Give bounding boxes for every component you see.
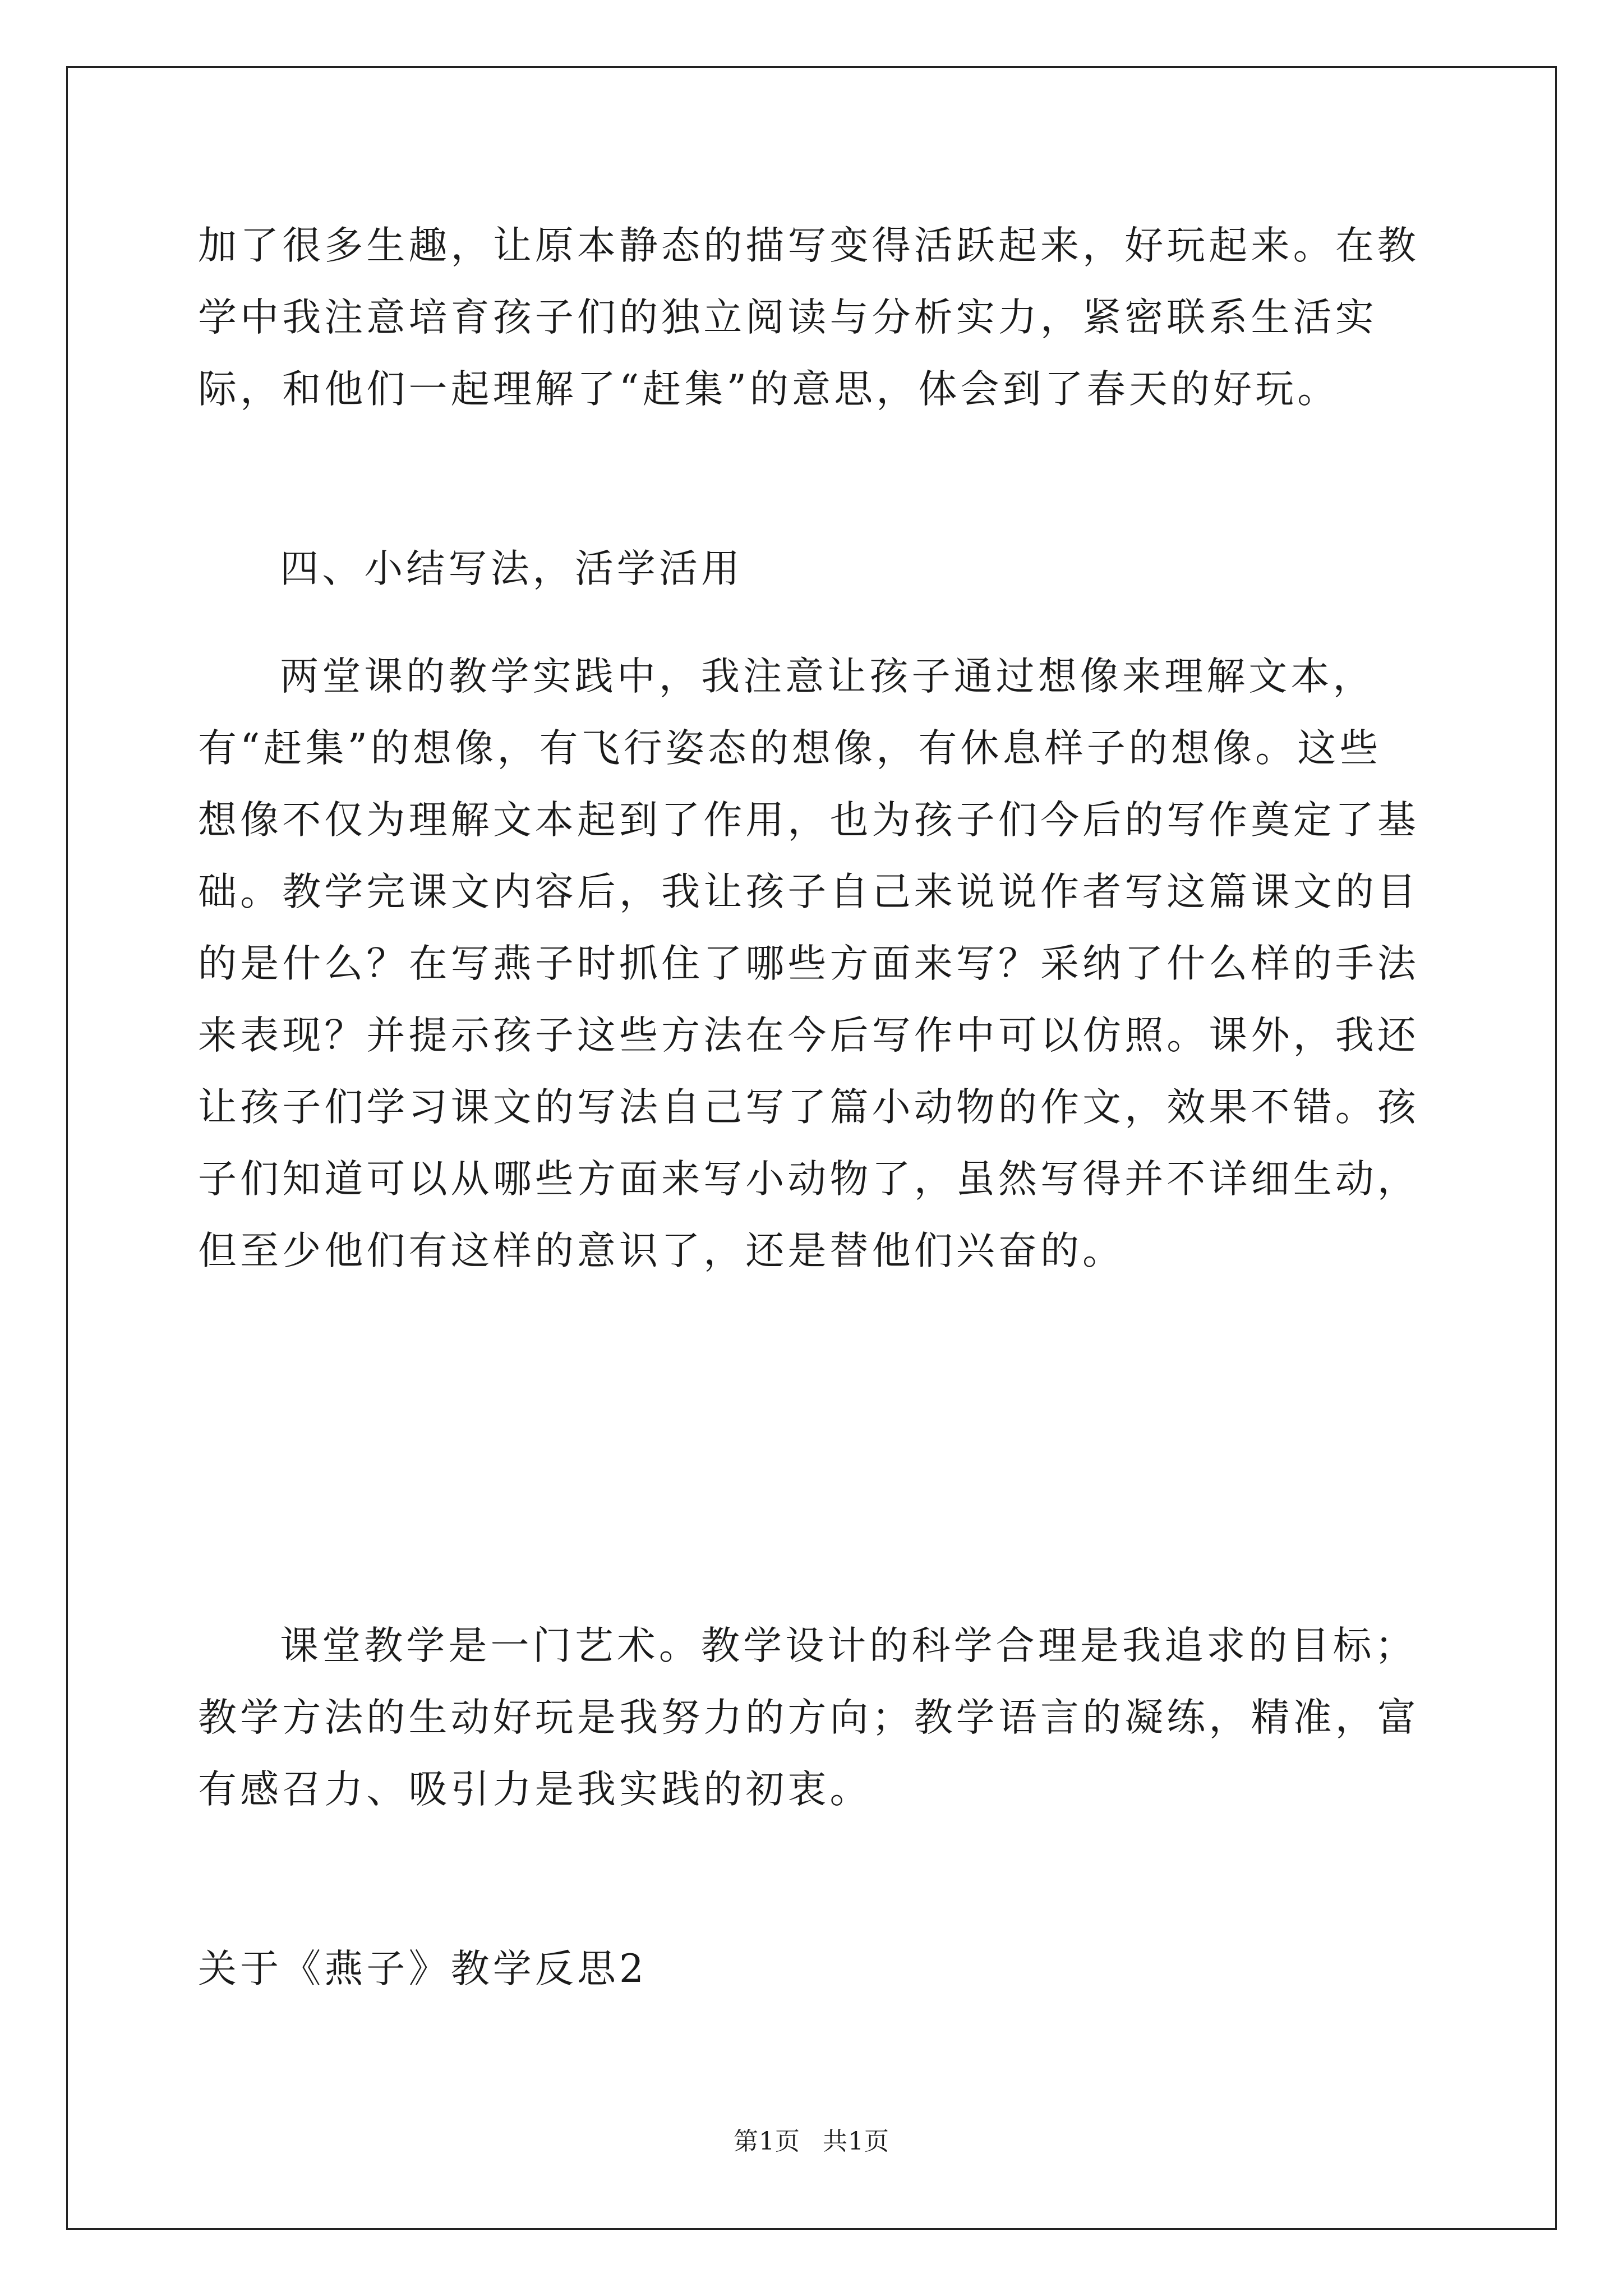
section-heading-summary: 四、小结写法，活学活用 (280, 546, 744, 591)
article-heading: 关于《燕子》教学反思2 (198, 1947, 647, 1991)
paragraph-conclusion: 课堂教学是一门艺术。教学设计的科学合理是我追求的目标；教学方法的生动好玩是我努力的方向；教学语言的凝练，精准，富有感召力、吸引力是我实践的初衷。 (198, 1623, 1419, 1812)
paragraph-practice: 两堂课的教学实践中，我注意让孩子通过想像来理解文本，有“赶集”的想像，有飞行姿态的想像，有休息样子的想像。这些想像不仅为理解文本起到了作用，也为孩子们今后的写作奠定了基础。教学完课文内容后，我让孩子自己来说说作者写这篇课文的目的是什么？在写燕子时抓住了哪些方面来写？采纳了什么样的手法来表现？并提示孩子这些方法在今后写作中可以仿照。课外，我还让孩子们学习课文的写法自己写了篇小动物的作文，效果不错。孩子们知道可以从哪些方面来写小动物了，虽然写得并不详细生动，但至少他们有这样的意识了，还是替他们兴奋的。 (198, 654, 1419, 1273)
page-total: 共1页 (823, 2127, 889, 2156)
paragraph-continuation: 加了很多生趣，让原本静态的描写变得活跃起来，好玩起来。在教学中我注意培育孩子们的独立阅读与分析实力，紧密联系生活实际，和他们一起理解了“赶集”的意思，体会到了春天的好玩。 (198, 223, 1419, 412)
page-footer (0, 2125, 1623, 2159)
page-number: 第1页 (734, 2127, 800, 2156)
